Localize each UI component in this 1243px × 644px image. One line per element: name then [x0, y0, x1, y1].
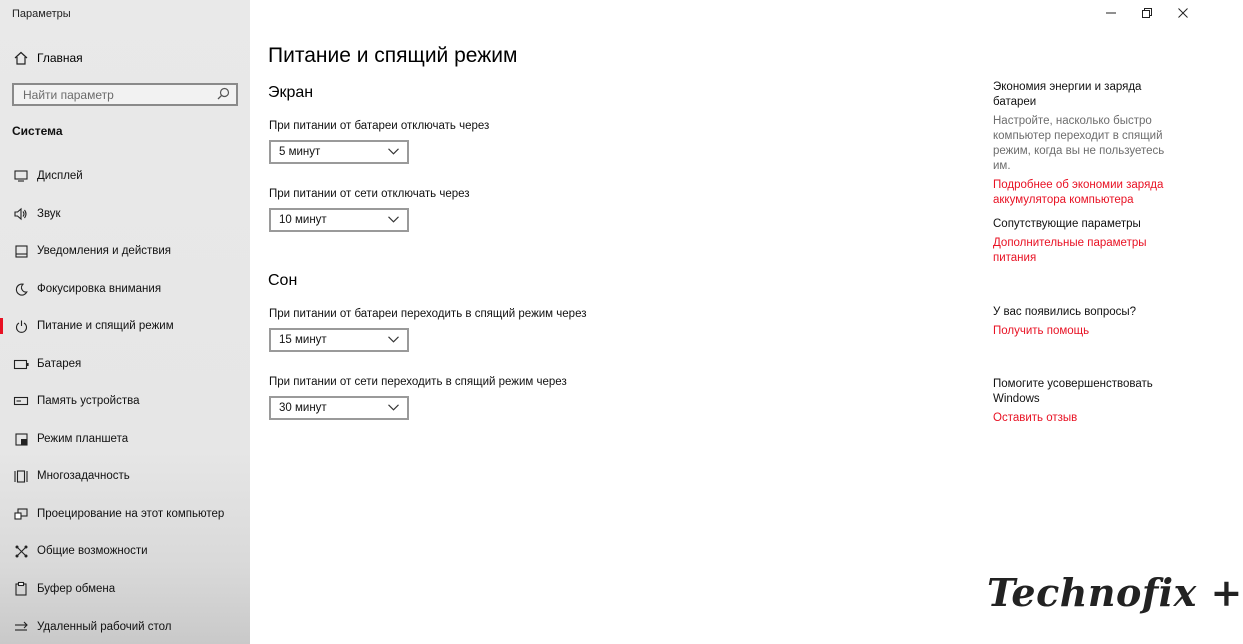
window-controls — [1093, 0, 1201, 26]
dropdown-value: 30 минут — [279, 402, 327, 414]
chevron-down-icon — [388, 334, 399, 346]
sidebar-item-label: Удаленный рабочий стол — [37, 621, 172, 633]
search-placeholder: Найти параметр — [23, 87, 114, 102]
dropdown-value: 15 минут — [279, 334, 327, 346]
related-settings-panel — [993, 217, 1183, 266]
sidebar-item-sound[interactable] — [0, 199, 250, 229]
dropdown-value: 5 минут — [279, 146, 321, 158]
sleep-heading: Сон — [268, 272, 298, 289]
energy-heading: Экономия энергии и заряда батареи — [993, 81, 1142, 108]
questions-heading: У вас появились вопросы? — [993, 306, 1137, 318]
sidebar-item-power-sleep[interactable] — [0, 311, 250, 341]
give-feedback-link[interactable]: Оставить отзыв — [993, 412, 1078, 424]
chevron-down-icon — [388, 402, 399, 414]
sleep-battery-dropdown[interactable] — [269, 328, 409, 352]
sidebar-item-storage[interactable] — [0, 386, 250, 416]
sidebar-item-remote-desktop[interactable] — [0, 612, 250, 642]
sidebar-item-multitasking[interactable] — [0, 461, 250, 491]
sidebar-item-label: Дисплей — [37, 170, 83, 182]
sidebar-item-label: Буфер обмена — [37, 583, 116, 595]
minimize-button[interactable] — [1093, 0, 1129, 26]
home-icon — [12, 50, 30, 66]
screen-battery-label: При питании от батареи отключать через — [269, 120, 490, 132]
technofix-watermark-logo: Technofix + — [987, 570, 1243, 615]
monitor-icon — [12, 170, 30, 182]
screen-plugged-dropdown[interactable] — [269, 208, 409, 232]
sidebar-item-label: Проецирование на этот компьютер — [37, 508, 225, 520]
questions-panel — [993, 305, 1183, 339]
multitask-icon — [12, 470, 30, 483]
speaker-icon — [12, 208, 30, 220]
related-heading: Сопутствующие параметры — [993, 218, 1141, 230]
additional-power-settings-link[interactable]: Дополнительные параметры питания — [993, 237, 1147, 264]
sleep-plugged-label: При питании от сети переходить в спящий режим через — [269, 376, 567, 388]
sidebar-item-battery[interactable] — [0, 349, 250, 379]
chevron-down-icon — [388, 146, 399, 158]
energy-learn-more-link[interactable]: Подробнее об экономии заряда аккумулятора компьютера — [993, 179, 1164, 206]
storage-icon — [12, 397, 30, 405]
sidebar-item-display[interactable] — [0, 161, 250, 191]
sleep-battery-label: При питании от батареи переходить в спящий режим через — [269, 308, 587, 320]
moon-icon — [12, 283, 30, 296]
clipboard-icon — [12, 582, 30, 596]
window-title: Параметры — [12, 8, 71, 20]
screen-heading: Экран — [268, 84, 314, 101]
sidebar-item-label: Общие возможности — [37, 545, 148, 557]
home-label: Главная — [37, 51, 83, 65]
active-indicator — [0, 318, 3, 334]
get-help-link[interactable]: Получить помощь — [993, 325, 1090, 337]
sidebar — [0, 0, 250, 644]
notification-icon — [12, 245, 30, 258]
page-title: Питание и спящий режим — [268, 44, 518, 67]
sidebar-item-label: Режим планшета — [37, 433, 129, 445]
section-title-system: Система — [12, 124, 63, 138]
power-icon — [12, 320, 30, 333]
close-button[interactable] — [1165, 0, 1201, 26]
sidebar-item-label: Память устройства — [37, 395, 140, 407]
energy-description: Настройте, насколько быстро компьютер переходит в спящий режим, когда вы не пользуетесь им. — [993, 115, 1165, 172]
sidebar-item-label: Батарея — [37, 358, 82, 370]
sidebar-item-notifications[interactable] — [0, 236, 250, 266]
feedback-heading: Помогите усовершенствовать Windows — [993, 378, 1153, 405]
sidebar-item-tablet-mode[interactable] — [0, 424, 250, 454]
tablet-icon — [12, 433, 30, 446]
sidebar-item-label: Звук — [37, 208, 61, 220]
sleep-plugged-dropdown[interactable] — [269, 396, 409, 420]
sidebar-item-projecting[interactable] — [0, 499, 250, 529]
remote-desktop-icon — [12, 621, 30, 633]
search-icon[interactable] — [217, 87, 230, 103]
screen-plugged-label: При питании от сети отключать через — [269, 188, 470, 200]
search-input[interactable] — [12, 83, 238, 106]
shared-icon — [12, 545, 30, 558]
battery-icon — [12, 360, 30, 369]
sidebar-item-clipboard[interactable] — [0, 574, 250, 604]
home-nav-item[interactable] — [12, 48, 83, 68]
chevron-down-icon — [388, 214, 399, 226]
sidebar-item-label: Многозадачность — [37, 470, 130, 482]
sidebar-item-focus[interactable] — [0, 274, 250, 304]
restore-button[interactable] — [1129, 0, 1165, 26]
sidebar-item-label: Уведомления и действия — [37, 245, 172, 257]
dropdown-value: 10 минут — [279, 214, 327, 226]
sidebar-item-shared-experiences[interactable] — [0, 536, 250, 566]
sidebar-item-label: Фокусировка внимания — [37, 283, 162, 295]
sidebar-item-label: Питание и спящий режим — [37, 320, 174, 332]
energy-saving-panel — [993, 80, 1183, 208]
project-icon — [12, 508, 30, 521]
feedback-panel — [993, 377, 1183, 426]
screen-battery-dropdown[interactable] — [269, 140, 409, 164]
